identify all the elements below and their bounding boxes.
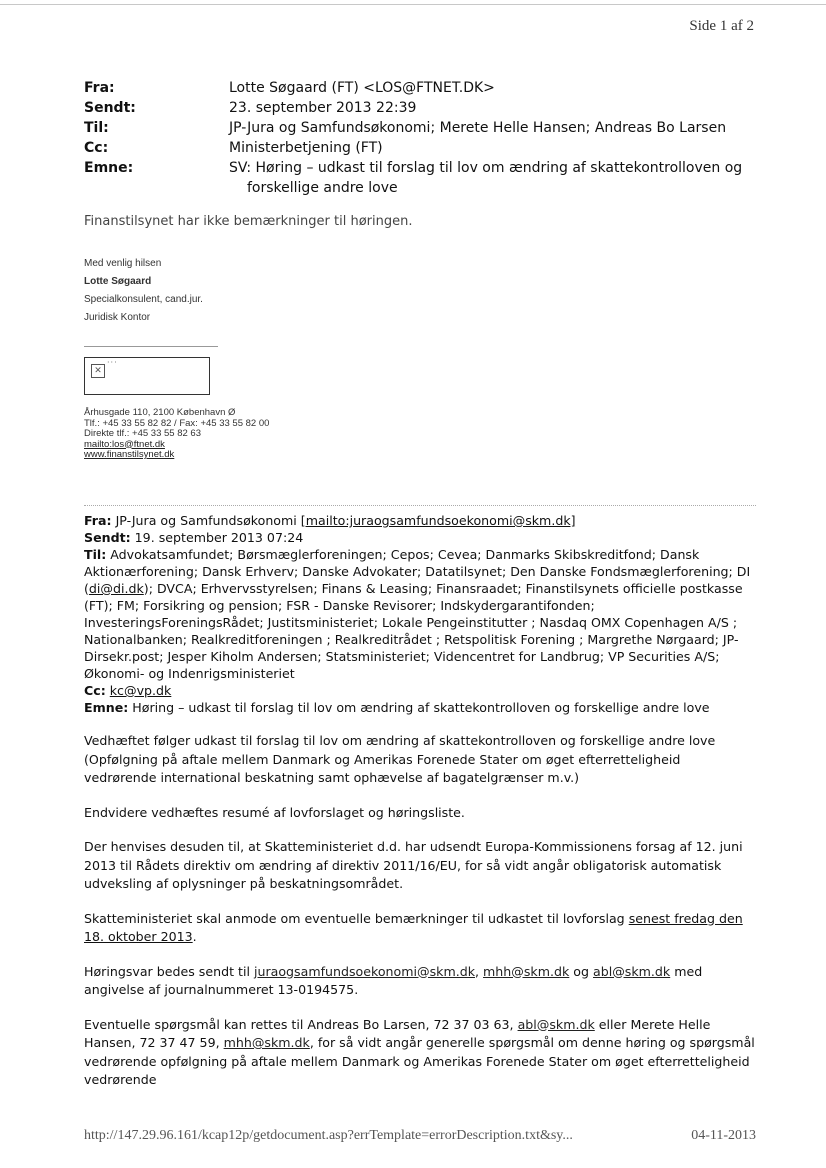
address-mail-link[interactable]: mailto:los@ftnet.dk (84, 438, 165, 450)
header-from-row (84, 78, 764, 98)
to-label: Til: (84, 120, 109, 136)
header-to-row (84, 118, 764, 138)
page-number: Side 1 af 2 (689, 18, 754, 34)
p6-text-a: Eventuelle spørgsmål kan rettes til Andreas Bo Larsen, 72 37 03 63, (84, 1016, 518, 1032)
address-phone: Tlf.: +45 33 55 82 82 / Fax: +45 33 55 82 00 (84, 417, 270, 429)
body-paragraph-5 (84, 963, 756, 1000)
address-block (84, 408, 269, 461)
p5-text-b: med angivelse af journalnummeret 13-0194575. (84, 963, 703, 997)
sent-label: Sendt: (84, 100, 136, 116)
logo-dots: ··· (107, 358, 118, 367)
fwd-to-value-2: ); DVCA; Erhvervsstyrelsen; Finans & Leasing; Finansraadet; Finanstilsynets officielle postkasse (FT); FM; Forsikring og pension; FSR - Danske Revisorer; Indskydergarantifonden; InvesteringsForeningsRådet; Justitsministeriet; Lokale Pengeinstitutter ; Nasdaq OMX Copenhagen A/S ; Nationalbanken; Realkreditforeningen ; Realkreditrådet ; Retspolitisk Forening ; Margrethe Nørgaard; JP-Dirsekr.post; Jesper Kiholm Andersen; Statsministeriet; Videncentret for Landbrug; VP Securities A/S; Økonomi- og Indenrigsministeriet (84, 581, 743, 681)
body-paragraph-6 (84, 1016, 756, 1090)
footer-date: 04-11-2013 (691, 1128, 756, 1143)
header-sent-row (84, 98, 764, 118)
cc-label: Cc: (84, 140, 109, 156)
forwarded-header (84, 512, 756, 716)
logo-placeholder (84, 357, 210, 395)
p4-text-a: Skatteministeriet skal anmode om eventuelle bemærkninger til udkastet til lovforslag (84, 910, 629, 926)
signature-greeting: Med venlig hilsen (84, 258, 162, 269)
body-paragraph-3: Der henvises desuden til, at Skatteministeriet d.d. har udsendt Europa-Kommissionens forsag af 12. juni 2013 til Rådets direktiv om ændring af direktiv 2011/16/EU, for så vidt angår obligatorisk automatisk udveksling af oplysninger på beskatningsområdet. (84, 839, 743, 891)
body-paragraph-2: Endvidere vedhæftes resumé af lovforslaget og høringsliste. (84, 804, 465, 820)
fwd-cc-mail-link[interactable]: kc@vp.dk (109, 683, 172, 698)
print-footer (84, 1128, 756, 1144)
deadline-text: senest fredag den 18. oktober 2013 (84, 910, 743, 944)
email-header (84, 78, 764, 198)
header-subject-row (84, 158, 764, 198)
intro-text: Finanstilsynet har ikke bemærkninger til høringen. (84, 214, 413, 229)
mail-link-mhh[interactable]: mhh@skm.dk (483, 963, 570, 979)
mail-link-abl-2[interactable]: abl@skm.dk (517, 1016, 595, 1032)
sent-value: 23. september 2013 22:39 (229, 100, 417, 116)
signature-title: Specialkonsulent, cand.jur. (84, 294, 203, 305)
fwd-from-mail-link[interactable]: [mailto:juraogsamfundsoekonomi@skm.dk] (300, 513, 576, 528)
fwd-sent-label: Sendt: (84, 530, 131, 545)
header-cc-row (84, 138, 764, 158)
subject-line-1: SV: Høring – udkast til forslag til lov om ændring af skattekontrolloven og (229, 160, 743, 176)
message-separator (84, 505, 756, 506)
fwd-cc-row (84, 682, 756, 699)
fwd-to-label: Til: (84, 547, 107, 562)
to-value: JP-Jura og Samfundsøkonomi; Merete Helle Hansen; Andreas Bo Larsen (229, 120, 727, 136)
fwd-from-value: JP-Jura og Samfundsøkonomi (115, 513, 297, 528)
cc-value: Ministerbetjening (FT) (229, 140, 383, 156)
body-paragraph-1: Vedhæftet følger udkast til forslag til lov om ændring af skattekontrolloven og forskellige andre love (Opfølgning på aftale mellem Danmark og Amerikas Forenede Stater om øget efterretteligheid vedrørende international beskatning samt ophævelse af bagatelgrænser m.v.) (84, 733, 716, 785)
from-label: Fra: (84, 80, 115, 96)
address-street: Århusgade 110, 2100 København Ø (84, 407, 236, 418)
fwd-from-label: Fra: (84, 513, 112, 528)
body-paragraph-4 (84, 910, 756, 947)
signature-divider (84, 346, 218, 347)
broken-image-icon: ✕ (91, 364, 105, 378)
p6-text-b: eller Merete Helle Hansen, 72 37 47 59, (84, 1016, 711, 1050)
fwd-sent-value: 19. september 2013 07:24 (134, 530, 304, 545)
mail-link-abl[interactable]: abl@skm.dk (593, 963, 671, 979)
mail-link-juraogsamfundsoekonomi[interactable]: juraogsamfundsoekonomi@skm.dk (253, 963, 476, 979)
p5-og: og (569, 963, 593, 979)
message-body (84, 732, 756, 1106)
signature-name: Lotte Søgaard (84, 276, 152, 287)
fwd-to-row (84, 546, 756, 682)
p5-sep-1: , (475, 963, 484, 979)
p5-text-a: Høringsvar bedes sendt til (84, 963, 254, 979)
signature-dept: Juridisk Kontor (84, 312, 151, 323)
fwd-subject-label: Emne: (84, 700, 129, 715)
footer-url: http://147.29.96.161/kcap12p/getdocument.asp?errTemplate=errorDescription.txt&sy... (84, 1128, 573, 1143)
fwd-subject-row (84, 699, 756, 716)
signature-block (84, 258, 203, 330)
address-web-link[interactable]: www.finanstilsynet.dk (84, 449, 175, 460)
mail-link-mhh-2[interactable]: mhh@skm.dk (223, 1035, 310, 1050)
subject-label: Emne: (84, 160, 134, 176)
subject-value (229, 158, 764, 198)
fwd-from-row (84, 512, 756, 529)
fwd-to-value-1: Advokatsamfundet; Børsmæglerforeningen; Cepos; Cevea; Danmarks Skibskreditfond; Dansk Aktionærforening; Dansk Erhverv; Danske Advokater; Datatilsynet; Den Danske Fondsmæglerforening; DI ( (84, 547, 751, 596)
subject-line-2: forskellige andre love (247, 180, 398, 196)
p4-text-b: . (192, 929, 197, 944)
from-value: Lotte Søgaard (FT) <LOS@FTNET.DK> (229, 80, 495, 96)
p6-text-c: , for så vidt angår generelle spørgsmål om denne høring og spørgsmål vedrørende opfølgning på aftale mellem Danmark og Amerikas Forenede Stater om øget efterretteligheid vedrørende (84, 1035, 755, 1087)
fwd-sent-row (84, 529, 756, 546)
fwd-cc-label: Cc: (84, 683, 106, 698)
fwd-to-mail-link[interactable]: di@di.dk (88, 581, 144, 596)
top-border (0, 4, 826, 5)
address-direct: Direkte tlf.: +45 33 55 82 63 (84, 428, 201, 439)
fwd-subject-value: Høring – udkast til forslag til lov om ændring af skattekontrolloven og forskellige andre love (132, 700, 710, 715)
